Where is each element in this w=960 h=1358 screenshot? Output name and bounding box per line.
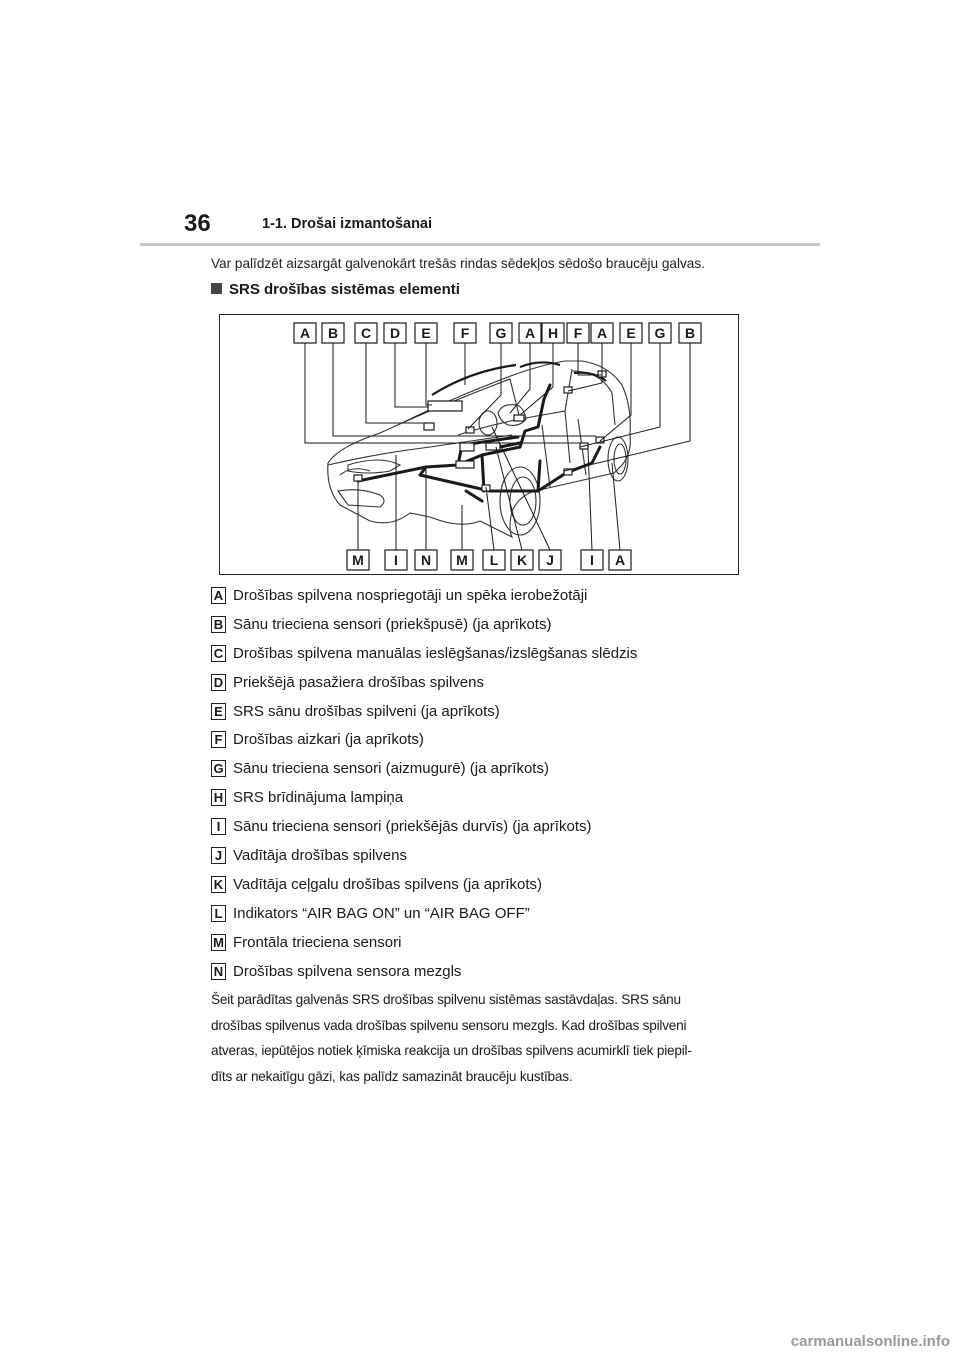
legend-text: Vadītāja ceļgalu drošības spilvens (ja aprīkots) [233,875,543,893]
legend-letter-box: H [211,789,226,806]
subheading [211,281,460,298]
legend-text: Drošības spilvena manuālas ieslēgšanas/izslēgšanas slēdzis [233,644,638,662]
leader-line [612,463,620,550]
diagram-label [581,550,603,570]
diagram-label [454,323,476,343]
leader-line [486,487,494,550]
legend-letter-box: F [211,731,226,748]
diagram-label-text: B [684,325,696,341]
diagram-label [567,323,589,343]
legend-text: SRS sānu drošības spilveni (ja aprīkots) [233,702,500,720]
legend-letter-box: D [211,674,226,691]
diagram-label [609,550,631,570]
legend-text: Drošības spilvena nospriegotāji un spēka ierobežotāji [233,586,588,604]
legend-letter-box: J [211,847,226,864]
diagram-label [679,323,701,343]
leader-line [426,343,432,405]
legend-item [211,812,771,841]
legend-item [211,841,771,870]
diagram-label [542,323,564,343]
diagram-label-text: M [352,552,364,568]
legend-letter-box: E [211,703,226,720]
legend-text: Sānu trieciena sensori (priekšējās durvīs) (ja aprīkots) [233,818,592,836]
diagram-label [519,323,541,343]
legend-item [211,899,771,928]
srs-diagram [219,314,739,575]
legend-text: Drošības spilvena sensora mezgls [233,962,462,980]
leader-line [520,343,553,415]
header-divider [140,243,820,246]
legend [211,581,771,985]
watermark: carmanualsonline.info [790,1333,950,1350]
legend-item [211,610,771,639]
legend-item [211,639,771,668]
legend-item [211,668,771,697]
legend-letter-box: A [211,587,226,604]
srs-car-illustration [220,315,740,576]
legend-letter-box: M [211,934,226,951]
diagram-label [415,323,437,343]
diagram-label [591,323,613,343]
diagram-label [294,323,316,343]
diagram-label [451,550,473,570]
page-number: 36 [184,210,211,237]
diagram-label-text: D [389,325,401,341]
diagram-label-text: F [573,325,583,341]
subheading-text: SRS drošības sistēmas elementi [229,281,460,298]
section-title: 1-1. Drošai izmantošanai [262,216,433,232]
legend-text: Indikators “AIR BAG ON” un “AIR BAG OFF” [233,904,530,922]
legend-letter-box: L [211,905,226,922]
legend-letter-box: C [211,645,226,662]
diagram-label-text: L [489,552,499,568]
diagram-label [384,323,406,343]
leader-line [580,343,660,447]
diagram-label [511,550,533,570]
diagram-label [620,323,642,343]
diagram-label-text: H [547,325,559,341]
diagram-label-text: J [546,552,554,568]
body-line: atveras, iepūtējos notiek ķīmiska reakcija un drošības spilvens acumirklī tiek piepil- [211,1043,692,1058]
diagram-label [322,323,344,343]
legend-item [211,581,771,610]
legend-item [211,870,771,899]
square-bullet-icon [211,283,222,294]
leader-line [395,343,428,407]
diagram-label [490,323,512,343]
legend-letter-box: G [211,760,226,777]
diagram-label-text: A [596,325,608,341]
body-line: drošības spilvenus vada drošības spilvenu sensoru mezgls. Kad drošības spilveni [211,1017,687,1033]
legend-text: Drošības aizkari (ja aprīkots) [233,731,424,749]
diagram-label [415,550,437,570]
leader-line [510,343,530,413]
diagram-label [483,550,505,570]
leader-line [578,343,602,375]
diagram-label [385,550,407,570]
legend-text: Vadītāja drošības spilvens [233,846,407,864]
diagram-label-text: N [420,552,432,568]
diagram-label-text: G [654,325,666,341]
diagram-label-text: G [495,325,507,341]
diagram-label-text: I [394,552,398,568]
legend-text: Sānu trieciena sensori (aizmugurē) (ja aprīkots) [233,760,549,778]
legend-text: SRS brīdinājuma lampiņa [233,789,404,807]
diagram-label [355,323,377,343]
body-line: dīts ar nekaitīgu gāzi, kas palīdz samazināt braucēju kustības. [211,1068,573,1084]
diagram-label-text: M [456,552,468,568]
legend-text: Sānu trieciena sensori (priekšpusē) (ja aprīkots) [233,615,552,633]
diagram-label-text: B [327,325,339,341]
diagram-label [347,550,369,570]
legend-letter-box: K [211,876,226,893]
diagram-label-text: I [590,552,594,568]
diagram-label [539,550,561,570]
legend-item [211,783,771,812]
legend-letter-box: N [211,963,226,980]
diagram-label-text: F [460,325,470,341]
diagram-label [649,323,671,343]
legend-item [211,754,771,783]
body-line: Šeit parādītas galvenās SRS drošības spilvenu sistēmas sastāvdaļas. SRS sānu [211,992,681,1007]
legend-item [211,697,771,726]
diagram-label-text: K [516,552,528,568]
legend-item [211,957,771,986]
diagram-label-text: A [524,325,536,341]
diagram-label-text: C [360,325,372,341]
body-paragraph [211,987,751,1089]
legend-item [211,928,771,957]
intro-text: Var palīdzēt aizsargāt galvenokārt trešās rindas sēdekļos sēdošo braucēju galvas. [211,256,705,271]
legend-letter-box: B [211,616,226,633]
diagram-label-text: E [626,325,636,341]
legend-letter-box: I [211,818,226,835]
diagram-label-text: A [614,552,626,568]
legend-text: Priekšējā pasažiera drošības spilvens [233,673,484,691]
leader-line [568,343,602,391]
diagram-label-text: E [421,325,431,341]
diagram-label-text: A [299,325,311,341]
leader-line [600,343,631,441]
legend-text: Frontāla trieciena sensori [233,933,402,951]
legend-item [211,725,771,754]
